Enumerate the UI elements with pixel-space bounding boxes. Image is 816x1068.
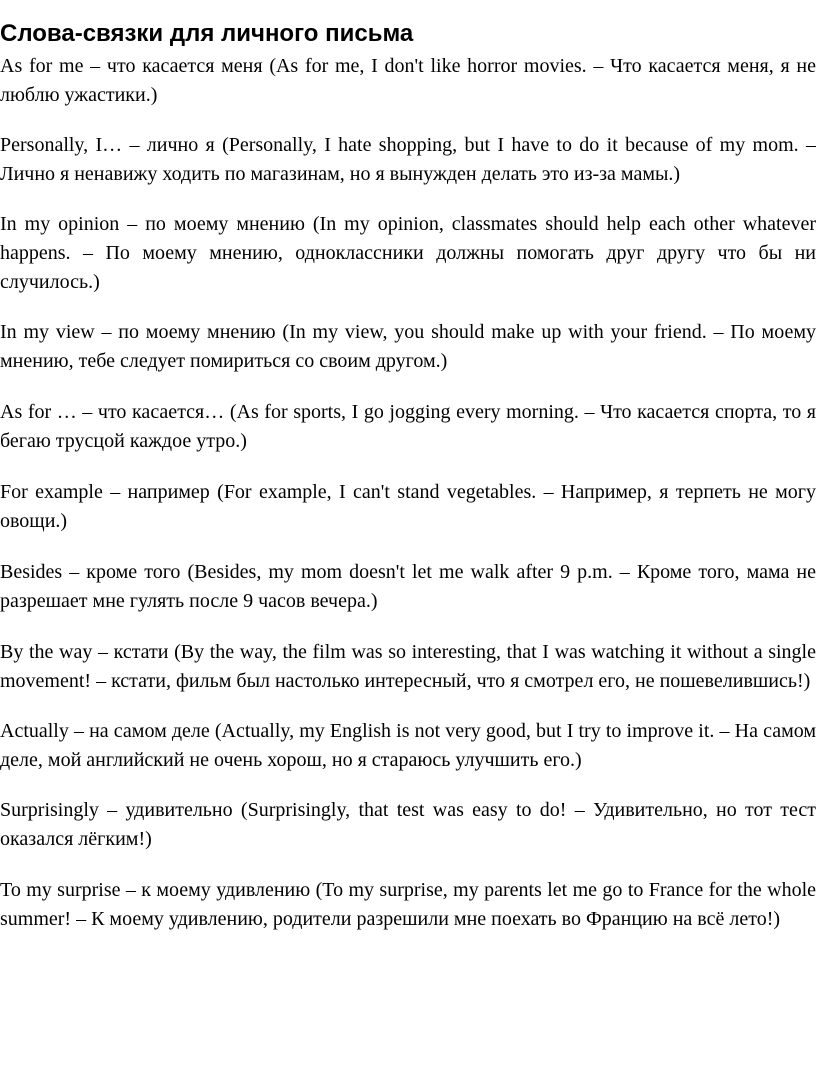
phrase-entry: For example – например (For example, I can't stand vegetables. – Например, я терпеть не могу овощи.) [0, 481, 816, 532]
phrase-entry: By the way – кстати (By the way, the film was so interesting, that I was watching it without a single movement! – кстати, фильм был настолько интересный, что я смотрел его, не пошевелившись!) [0, 641, 816, 692]
page-title: Слова-связки для личного письма [0, 20, 414, 48]
phrase-entry: Surprisingly – удивительно (Surprisingly, that test was easy to do! – Удивительно, но тот тест оказался лёгким!) [0, 799, 816, 850]
phrase-entry: As for me – что касается меня (As for me, I don't like horror movies. – Что касается меня, я не люблю ужастики.) [0, 55, 816, 106]
phrase-entry: In my opinion – по моему мнению (In my opinion, classmates should help each other whatever happens. – По моему мнению, одноклассники должны помогать друг другу что бы ни случилось.) [0, 213, 816, 293]
phrase-entry: Actually – на самом деле (Actually, my English is not very good, but I try to improve it. – На самом деле, мой английский не очень хорош, но я стараюсь улучшить его.) [0, 720, 816, 771]
phrase-entry: In my view – по моему мнению (In my view, you should make up with your friend. – По моему мнению, тебе следует помириться со своим другом.) [0, 321, 816, 372]
phrase-list [0, 52, 816, 934]
phrase-entry: Personally, I… – лично я (Personally, I hate shopping, but I have to do it because of my mom. – Лично я ненавижу ходить по магазинам, но я вынужден делать это из-за мамы.) [0, 134, 816, 185]
phrase-entry: Besides – кроме того (Besides, my mom doesn't let me walk after 9 p.m. – Кроме того, мама не разрешает мне гулять после 9 часов вечера.) [0, 561, 816, 612]
phrase-entry: To my surprise – к моему удивлению (To my surprise, my parents let me go to France for the whole summer! – К моему удивлению, родители разрешили мне поехать во Францию на всё лето!) [0, 879, 816, 930]
phrase-entry: As for … – что касается… (As for sports, I go jogging every morning. – Что касается спорта, то я бегаю трусцой каждое утро.) [0, 401, 816, 452]
